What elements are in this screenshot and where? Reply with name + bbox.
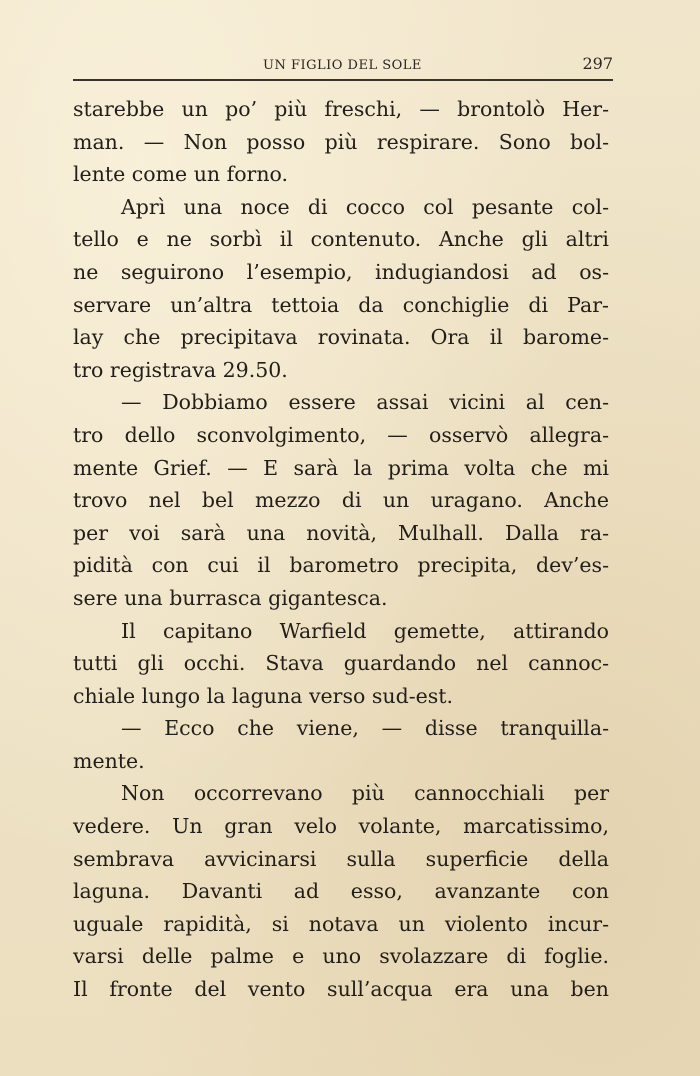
running-title: UN FIGLIO DEL SOLE <box>263 58 422 73</box>
body-text <box>73 93 609 1006</box>
text-line: — Dobbiamo essere assai vicini al cen- <box>121 390 609 415</box>
text-line: laguna. Davanti ad esso, avanzante con <box>73 879 609 904</box>
text-line: tello e ne sorbì il contenuto. Anche gli altri <box>73 227 609 252</box>
text-line: Il capitano Warfield gemette, attirando <box>121 618 609 643</box>
header-rule <box>73 79 613 81</box>
text-line: trovo nel bel mezzo di un uragano. Anche <box>73 488 609 513</box>
text-line: — Ecco che viene, — disse tranquilla- <box>121 716 609 741</box>
text-line: vedere. Un gran velo volante, marcatissimo, <box>73 814 609 839</box>
text-line: ne seguirono l’esempio, indugiandosi ad os- <box>73 259 609 284</box>
text-line: mente Grief. — E sarà la prima volta che mi <box>73 455 609 480</box>
text-line: tro registrava 29.50. <box>73 357 288 382</box>
text-line: varsi delle palme e uno svolazzare di foglie. <box>73 944 609 969</box>
text-line: per voi sarà una novità, Mulhall. Dalla ra- <box>73 520 609 545</box>
text-line: tro dello sconvolgimento, — osservò allegra- <box>73 422 609 447</box>
text-line: pidità con cui il barometro precipita, dev’es- <box>73 553 609 578</box>
text-line: chiale lungo la laguna verso sud-est. <box>73 683 454 708</box>
text-line: lay che precipitava rovinata. Ora il barome- <box>73 325 609 350</box>
text-line: sere una burrasca gigantesca. <box>73 585 388 610</box>
text-line: lente come un forno. <box>73 162 289 187</box>
text-line: servare un’altra tettoia da conchiglie di Par- <box>73 292 609 317</box>
text-line: Non occorrevano più cannocchiali per <box>121 781 609 806</box>
text-line: uguale rapidità, si notava un violento incur- <box>73 911 609 936</box>
text-line: tutti gli occhi. Stava guardando nel cannoc- <box>73 651 609 676</box>
text-line: mente. <box>73 748 145 773</box>
page-header <box>73 52 613 78</box>
text-line: man. — Non posso più respirare. Sono bol- <box>73 129 609 154</box>
page-number: 297 <box>582 54 613 73</box>
text-line: sembrava avvicinarsi sulla superficie della <box>73 846 609 871</box>
text-line: Aprì una noce di cocco col pesante col- <box>121 194 609 219</box>
text-line: starebbe un po’ più freschi, — brontolò Her- <box>73 97 609 121</box>
text-line: Il fronte del vento sull’acqua era una ben <box>73 977 609 1002</box>
